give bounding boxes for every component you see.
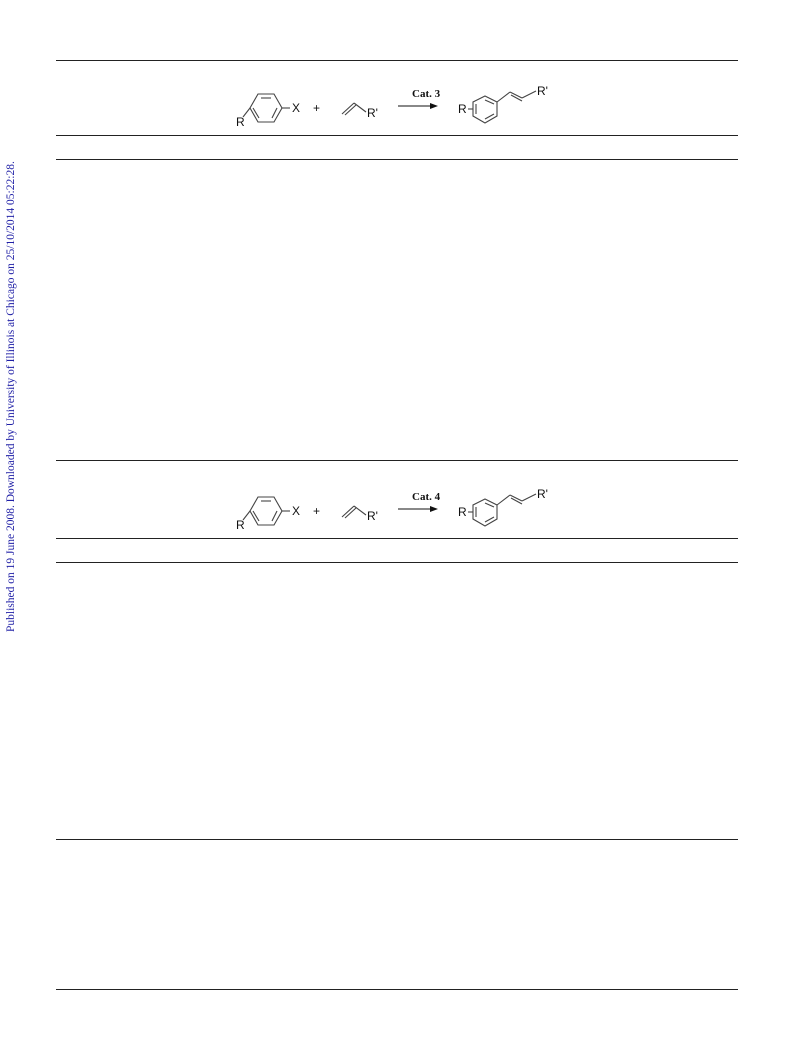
product-ring [468, 494, 536, 526]
product-r-prime-label: R' [537, 84, 548, 98]
heck-reaction-scheme-1 [230, 82, 570, 132]
table1-body-rule [56, 159, 738, 160]
product-r-label: R [458, 102, 467, 116]
product-ring [468, 91, 536, 123]
heck-reaction-scheme-2 [230, 485, 570, 535]
leaving-group-label: X [292, 504, 301, 518]
table1-header-rule [56, 135, 738, 136]
table2-body-rule [56, 562, 738, 563]
reaction-arrow-head [430, 506, 438, 512]
catalyst-label: Cat. 3 [412, 88, 441, 100]
aryl-halide-ring [243, 497, 290, 525]
alkene-structure [342, 506, 366, 518]
product-r-prime-label: R' [537, 487, 548, 501]
table1-top-rule [56, 60, 738, 61]
alkene-r-prime-label: R' [367, 509, 378, 523]
plus-sign: + [313, 504, 321, 518]
catalyst-label: Cat. 4 [412, 491, 441, 503]
reaction-arrow-head [430, 103, 438, 109]
table2-top-rule [56, 460, 738, 461]
page-bottom-rule [56, 989, 738, 990]
plus-sign: + [313, 101, 321, 115]
aryl-halide-ring [243, 94, 290, 122]
reaction-scheme-2 [230, 485, 570, 535]
leaving-group-label: X [292, 101, 301, 115]
publication-watermark: Published on 19 June 2008. Downloaded by University of Illinois at Chicago on 25/10/2014 05:22:28. [5, 161, 17, 632]
reactant-r-label: R [236, 115, 245, 129]
alkene-structure [342, 103, 366, 115]
reaction-scheme-1 [230, 82, 570, 132]
product-r-label: R [458, 505, 467, 519]
table2-bottom-rule [56, 839, 738, 840]
table2-header-rule [56, 538, 738, 539]
alkene-r-prime-label: R' [367, 106, 378, 120]
reactant-r-label: R [236, 518, 245, 532]
